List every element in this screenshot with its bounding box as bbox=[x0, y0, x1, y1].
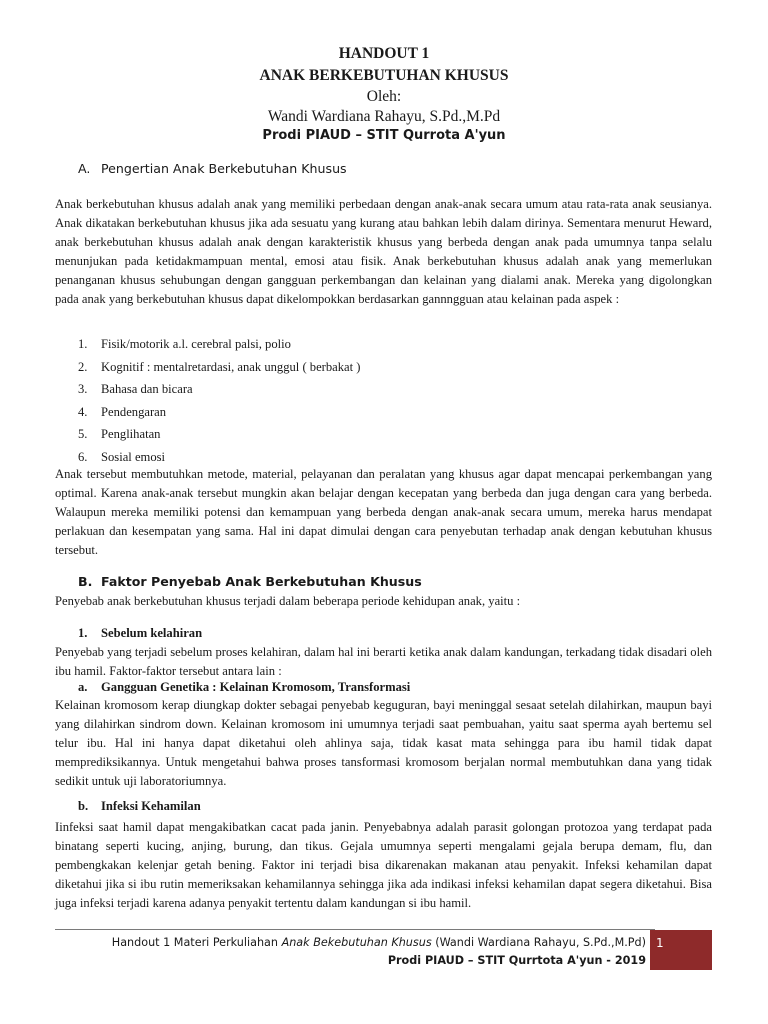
list-text: Penglihatan bbox=[101, 427, 161, 441]
section-b-label: B. bbox=[78, 574, 93, 589]
list-text: Fisik/motorik a.l. cerebral palsi, polio bbox=[101, 337, 291, 351]
program-name: Prodi PIAUD – STIT Qurrota A'yun bbox=[262, 128, 506, 143]
section-a-heading bbox=[78, 161, 347, 176]
subsection-a-text: Kelainan kromosom kerap diungkap dokter sebagai penyebab keguguran, bayi meninggal sesaat setelah dilahirkan, maupun bayi yang dilahirkan sindrom down. Kelainan kromosom ini umumnya terjadi saat pembuahan, yaitu saat sperma ayah bertemu sel telur ibu. Hal ini hanya dapat diketahui oleh ahlinya saja, tidak kasat mata sehingga para ibu hamil tidak dapat memprediksikannya. Untuk mengetahui bahwa proses tansformasi kromosom berjalan normal membutuhkan dana yang tidak sedikit untuk uji laboratoriumnya. bbox=[55, 698, 712, 788]
list-number: 5. bbox=[78, 427, 88, 441]
list-item bbox=[78, 335, 360, 358]
list-item bbox=[78, 403, 360, 426]
footer-author: (Wandi Wardiana Rahayu, S.Pd.,M.Pd) bbox=[431, 936, 646, 949]
section-a-paragraph-2: Anak tersebut membutuhkan metode, material, pelayanan dan peralatan yang khusus agar dapat mencapai perkembangan yang optimal. Karena anak-anak tersebut mungkin akan belajar dengan kecepatan yang berbeda dan juga dengan cara yang berbeda. Walaupun mereka memiliki potensi dan kemampuan yang berbeda dengan anak-anak secara umum, mereka harus mendapat perlakuan dan kesempatan yang sama. Hal ini dapat dimulai dengan cara penyebutan terhadap anak dengan kebutuhan khusus tersebut. bbox=[55, 467, 712, 557]
list-number: 6. bbox=[78, 449, 88, 464]
footer-divider bbox=[55, 929, 655, 930]
section-a-label: A. bbox=[78, 161, 91, 176]
section-b-intro: Penyebab anak berkebutuhan khusus terjadi dalam beberapa periode kehidupan anak, yaitu : bbox=[55, 594, 521, 608]
section-b-heading bbox=[78, 574, 422, 589]
section-b-title: Faktor Penyebab Anak Berkebutuhan Khusus bbox=[101, 574, 422, 589]
list-text: Pendengaran bbox=[101, 404, 167, 419]
aspect-list bbox=[78, 335, 360, 470]
handout-subject: ANAK BERKEBUTUHAN KHUSUS bbox=[259, 67, 509, 84]
footer-prefix: Handout 1 Materi Perkuliahan bbox=[111, 936, 282, 949]
footer-course-line bbox=[112, 936, 646, 949]
subsection-1-title: Sebelum kelahiran bbox=[101, 626, 203, 640]
subsection-a-title: Gangguan Genetika : Kelainan Kromosom, Transformasi bbox=[101, 680, 411, 694]
page-number-badge bbox=[650, 930, 712, 970]
author-name: Wandi Wardiana Rahayu, S.Pd.,M.Pd bbox=[267, 108, 501, 125]
list-number: 2. bbox=[78, 359, 88, 374]
list-item bbox=[78, 358, 360, 381]
subsection-1-heading bbox=[78, 626, 202, 641]
section-a-paragraph-1: Anak berkebutuhan khusus adalah anak yang memiliki perbedaan dengan anak-anak secara umum atau rata-rata anak seusianya. Anak dikatakan berkebutuhan khusus jika ada sesuatu yang kurang atau bahkan lebih dalam dirinya. Sementara menurut Heward, anak berkebutuhan khusus adalah anak dengan karakteristik khusus yang berbeda dengan anak pada umumnya tanpa selalu menunjukan pada ketidakmampuan mental, emosi atau fisik. Anak berkebutuhan khusus adalah anak yang memerlukan penanganan khusus sehubungan dengan gangguan perkembangan dan kelainan yang dialami anak. Mereka yang digolongkan pada anak yang berkebutuhan khusus dapat dikelompokkan berdasarkan gannngguan atau kelainan pada aspek : bbox=[55, 197, 712, 306]
list-number: 3. bbox=[78, 382, 88, 396]
footer-program-line: Prodi PIAUD – STIT Qurrtota A'yun - 2019 bbox=[387, 954, 646, 967]
subsection-a-label: a. bbox=[78, 680, 88, 694]
handout-title: HANDOUT 1 bbox=[338, 45, 430, 62]
subsection-a-heading bbox=[78, 680, 410, 695]
subsection-b-heading bbox=[78, 799, 201, 814]
list-number: 1. bbox=[78, 337, 88, 351]
subsection-b-label: b. bbox=[78, 799, 89, 813]
list-item bbox=[78, 380, 360, 403]
list-text: Kognitif : mentalretardasi, anak unggul ( berbakat ) bbox=[101, 359, 361, 374]
page-number: 1 bbox=[656, 936, 664, 950]
list-text: Sosial emosi bbox=[101, 449, 166, 464]
subsection-1-text: Penyebab yang terjadi sebelum proses kelahiran, dalam hal ini berarti ketika anak dalam kandungan, terkadang tidak disadari oleh ibu hamil. Faktor-faktor tersebut antara lain : bbox=[55, 645, 712, 678]
list-number: 4. bbox=[78, 404, 88, 419]
section-a-title: Pengertian Anak Berkebutuhan Khusus bbox=[101, 161, 347, 176]
list-item bbox=[78, 425, 360, 448]
subsection-b-title: Infeksi Kehamilan bbox=[101, 799, 201, 813]
subsection-b-text: Iinfeksi saat hamil dapat mengakibatkan cacat pada janin. Penyebabnya adalah parasit golongan protozoa yang terdapat pada binatang seperti kucing, anjing, burung, dan tikus. Gejala umumnya seperti mengalami gejala berupa demam, flu, dan pembengkakan kelenjar getah bening. Faktor ini terjadi bisa dikarenakan makanan atau penyakit. Infeksi kehamilan dapat diketahui jika si ibu rutin memeriksakan kehamilannya sehingga jika ada indikasi infeksi kehamilan dapat segera diketahui. Bisa juga infeksi terjadi karena adanya penyakit tertentu dalam kandungan si ibu hamil. bbox=[55, 820, 712, 910]
list-text: Bahasa dan bicara bbox=[101, 382, 193, 396]
author-label: Oleh: bbox=[366, 88, 402, 105]
subsection-1-label: 1. bbox=[78, 626, 88, 640]
footer-course-title: Anak Bekebutuhan Khusus bbox=[281, 936, 432, 949]
